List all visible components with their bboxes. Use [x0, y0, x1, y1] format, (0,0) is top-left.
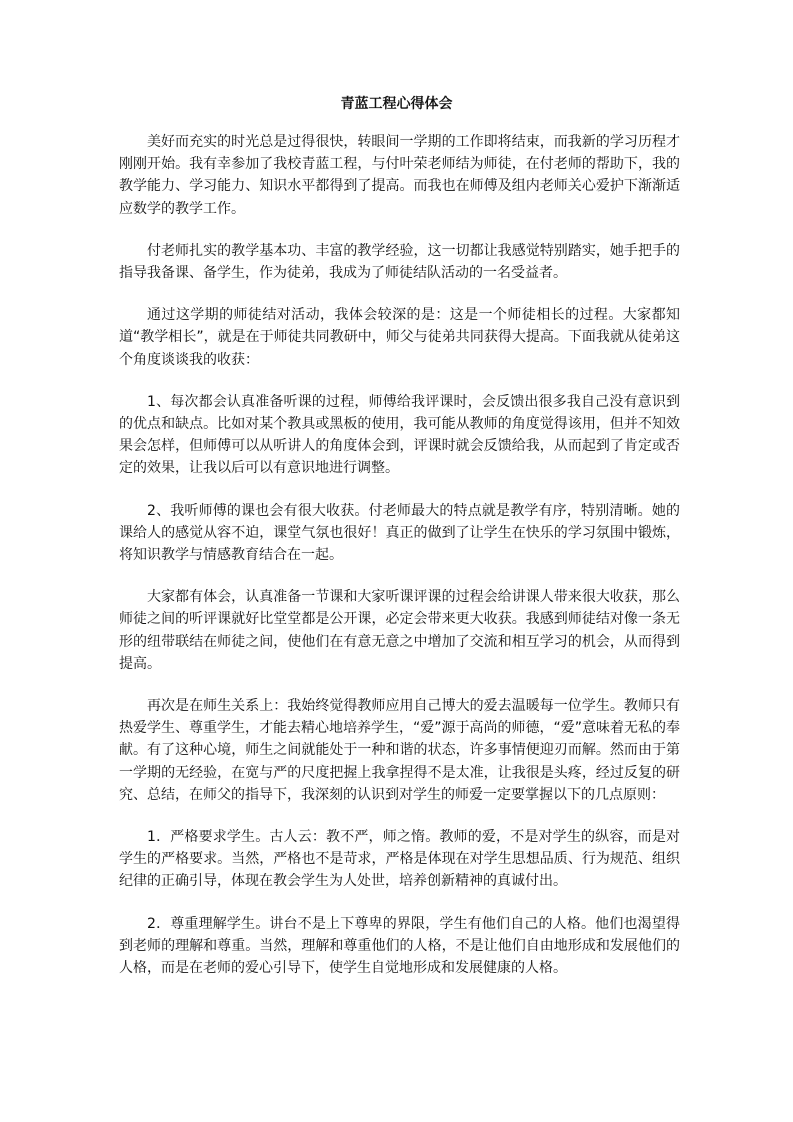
- paragraph-experience: 通过这学期的师徒结对活动，我体会较深的是：这是一个师徒相长的过程。大家都知道“教学相长”，就是在于师徒共同教研中，师父与徒弟共同获得大提高。下面我就从徒弟这个角度谈谈我的收获：: [119, 307, 680, 368]
- document-body: [119, 131, 680, 999]
- paragraph-intro: 美好而充实的时光总是过得很快，转眼间一学期的工作即将结束，而我新的学习历程才刚刚开始。我有幸参加了我校青蓝工程，与付叶荣老师结为师徒，在付老师的帮助下，我的教学能力、学习能力、知识水平都得到了提高。而我也在师傅及组内老师关心爱护下渐渐适应数学的教学工作。: [119, 134, 680, 217]
- paragraph-shared-learning: 大家都有体会，认真准备一节课和大家听课评课的过程会给讲课人带来很大收获，那么师徒之间的听评课就好比堂堂都是公开课，必定会带来更大收获。我感到师徒结对像一条无形的纽带联结在师徒之间，使他们在有意无意之中增加了交流和相互学习的机会，从而得到提高。: [119, 589, 680, 672]
- paragraph-point-1: 1、每次都会认真准备听课的过程，师傅给我评课时，会反馈出很多我自己没有意识到的优点和缺点。比如对某个教具或黑板的使用，我可能从教师的角度觉得该用，但并不知效果会怎样，但师傅可以从听讲人的角度体会到，评课时就会反馈给我，从而起到了肯定或否定的效果，让我以后可以有意识地进行调整。: [119, 393, 680, 477]
- paragraph-mentor: 付老师扎实的教学基本功、丰富的教学经验，这一切都让我感觉特别踏实，她手把手的指导我备课、备学生，作为徒弟，我成为了师徒结队活动的一名受益者。: [119, 242, 680, 282]
- paragraph-principle-1: 1．严格要求学生。古人云：教不严，师之惰。教师的爱，不是对学生的纵容，而是对学生的严格要求。当然，严格也不是苛求，严格是体现在对学生思想品质、行为规范、组织纪律的正确引导，体现在教会学生为人处世，培养创新精神的真诚付出。: [119, 829, 680, 890]
- document-title: 青蓝工程心得体会: [340, 96, 453, 112]
- paragraph-point-2: 2、我听师傅的课也会有很大收获。付老师最大的特点就是教学有序，特别清晰。她的课给人的感觉从容不迫，课堂气氛也很好！真正的做到了让学生在快乐的学习氛围中锻炼，将知识教学与情感教育结合在一起。: [119, 502, 680, 564]
- paragraph-principle-2: 2．尊重理解学生。讲台不是上下尊卑的界限，学生有他们自己的人格。他们也渴望得到老师的理解和尊重。当然，理解和尊重他们的人格，不是让他们自由地形成和发展他们的人格，而是在老师的爱心引导下，使学生自觉地形成和发展健康的人格。: [119, 915, 680, 977]
- paragraph-teacher-student: 再次是在师生关系上：我始终觉得教师应用自己博大的爱去温暖每一位学生。教师只有热爱学生、尊重学生，才能去精心地培养学生，“爱”源于高尚的师德，“爱”意味着无私的奉献。有了这种心境，师生之间就能处于一种和谐的状态，许多事情便迎刃而解。然而由于第一学期的无经验，在宽与严的尺度把握上我拿捏得不是太准，让我很是头疼，经过反复的研究、总结，在师父的指导下，我深刻的认识到对学生的师爱一定要掌握以下的几点原则：: [119, 698, 681, 803]
